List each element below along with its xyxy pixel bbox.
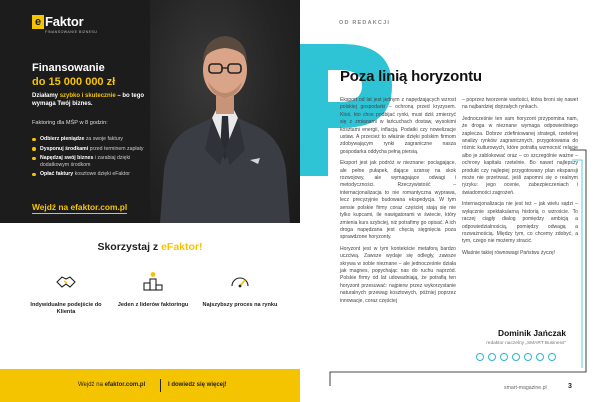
ad-headline: Finansowanie: [32, 62, 105, 74]
article-title: Poza linią horyzontu: [340, 68, 482, 85]
decorative-frame: [300, 0, 600, 402]
list-item: Napędzaj swój biznes i zarabiaj dzięki dodatkowym środkom: [32, 155, 152, 168]
benefit-list: [32, 136, 152, 181]
list-item: Opłać faktury kosztowe dzięki eFaktor: [32, 171, 152, 178]
ad-hero: [0, 0, 300, 223]
logo-e-mark: e: [32, 15, 44, 29]
footer-cta: I dowiedz się więcej!: [168, 382, 227, 388]
feature-item: [115, 270, 191, 316]
paragraph: Eksport od lat jest jednym z napędzających wzrost polskiej gospodarki – ochroną przed kryzysem. Ktoś, kto chce podbijać rynki, musi dziś zmierzyć się z zmianami w łańcuchach dostaw, wysokimi kosztami energii, inflacją. Podatki czy nowelizacje ustaw. A przecież to właśnie dzięki polskim firmom zdobywającym rynki zagraniczne nasza gospodarka oddycha pełną piersią.: [340, 97, 456, 155]
editorial-page: [300, 0, 600, 402]
section-label: OD REDAKCJI: [339, 20, 391, 26]
paragraph: – poprzez tworzenie wartości, która broni się nawet na najbardziej dojrzałych rynkach.: [462, 97, 578, 111]
efaktor-logo[interactable]: [32, 14, 97, 34]
logo-tagline: FINANSOWANIE BIZNESU: [45, 30, 98, 34]
paragraph: Horyzont jest w tym kontekście metaforą bardzo uczciwą. Zawsze wydaje się odległy, zawsze skrywa w sobie nieznane – ale jednocześnie działa jak magnes, popychając nas do ruchu naprzód. Polskie firmy od lat udowadniają, że potrafią ten horyzont przesuwać: najpierw przez wykorzystanie naturalnych przewag kosztowych, później poprzez innowacje, coraz częściej: [340, 245, 456, 304]
list-item: Odbierz pieniądze za swoje faktury: [32, 136, 152, 143]
paragraph: Eksport jest jak podróż w nieznane: pociągające, ale pełne pułapek, dające szansę na skok rozwojowy, ale wymagające odwagi i metodyczności. Rzeczywistość – internacjonalizacja to nie romantyczna wyprawa, lecz precyzyjnie budowana ekspedycja. W tym sensie polskie firmy coraz częściej stają się nie tylko kupcami, ile nawigatorami w świecie, który zmienia kurs szybciej, niż potrafimy go opisać. A ich droga napędzana jest chęcią sięgnięcia poza sprawdzone horyzonty.: [340, 160, 456, 241]
author-name: Dominik Jańczak: [498, 328, 566, 338]
cta-heading: Skorzystaj z eFaktor!: [97, 241, 203, 253]
feature-text: Najszybszy proces na rynku: [202, 302, 278, 308]
page-number: 3: [568, 383, 572, 390]
ad-lead: Faktoring dla MŚP w 8 godzin:: [32, 120, 108, 126]
paragraph: Jednocześnie ten sam horyzont przypomina nam, że droga w nieznane wymaga odpowiedniego zaplecza. Dobrze zdefiniowanej strategii, rzetelnej analizy rynków zagranicznych, przygotowania do różnic kulturowych, które potrafią wzmocnić relacje albo je zablokować oraz – co szczególnie ważne – ochrony kapitału rzetelnie. Bo nawet najlepszy produkt czy najlepiej przygotowany plan ekspansji może nie przetrwać, jeśli zapomni się o realnym ryzyku: jego ocenie, zabezpieczeniach i świadomości zagrożeń.: [462, 115, 578, 196]
logo-wordmark: Faktor: [45, 14, 84, 29]
ad-subtitle: Działamy szybko i skutecznie – bo tego wymaga Twój biznes.: [32, 93, 145, 107]
list-item: Dysponuj środkami przed terminem zapłaty: [32, 146, 152, 153]
efaktor-website-link[interactable]: Wejdź na efaktor.com.pl: [32, 202, 128, 212]
feature-text: Jeden z liderów faktoringu: [117, 302, 189, 308]
feature-row: [28, 270, 278, 316]
ad-footer-bar: [0, 369, 300, 402]
paragraph: Internacjonalizacja nie jest też – jak wielu sądzi – wyłącznie spektakularną historią o wzroście. To raczej ciągły dialog pomiędzy ambicją a odpowiedzialnością, pomiędzy odwagą a rozważnością. Między tym, co chcemy zdobyć, a tym, czego nie możemy stracić.: [462, 201, 578, 245]
footer-website-link[interactable]: Wejdź na efaktor.com.pl: [78, 382, 146, 388]
podium-icon: [142, 270, 164, 292]
paragraph: Właśnie takiej równowagi Państwu życzę!: [462, 249, 556, 256]
feature-text: Indywidualne podejście do Klienta: [30, 302, 102, 315]
handshake-icon: [55, 270, 77, 292]
businessman-photo: [150, 0, 300, 223]
ad-amount: do 15 000 000 zł: [32, 76, 116, 88]
speed-icon: [229, 270, 251, 292]
footer-divider: [160, 379, 161, 392]
author-role: redaktor naczelny „SMART Business”: [486, 341, 566, 346]
feature-item: [28, 270, 104, 316]
footer-url[interactable]: smart-magazine.pl: [504, 385, 547, 391]
feature-item: [202, 270, 278, 316]
